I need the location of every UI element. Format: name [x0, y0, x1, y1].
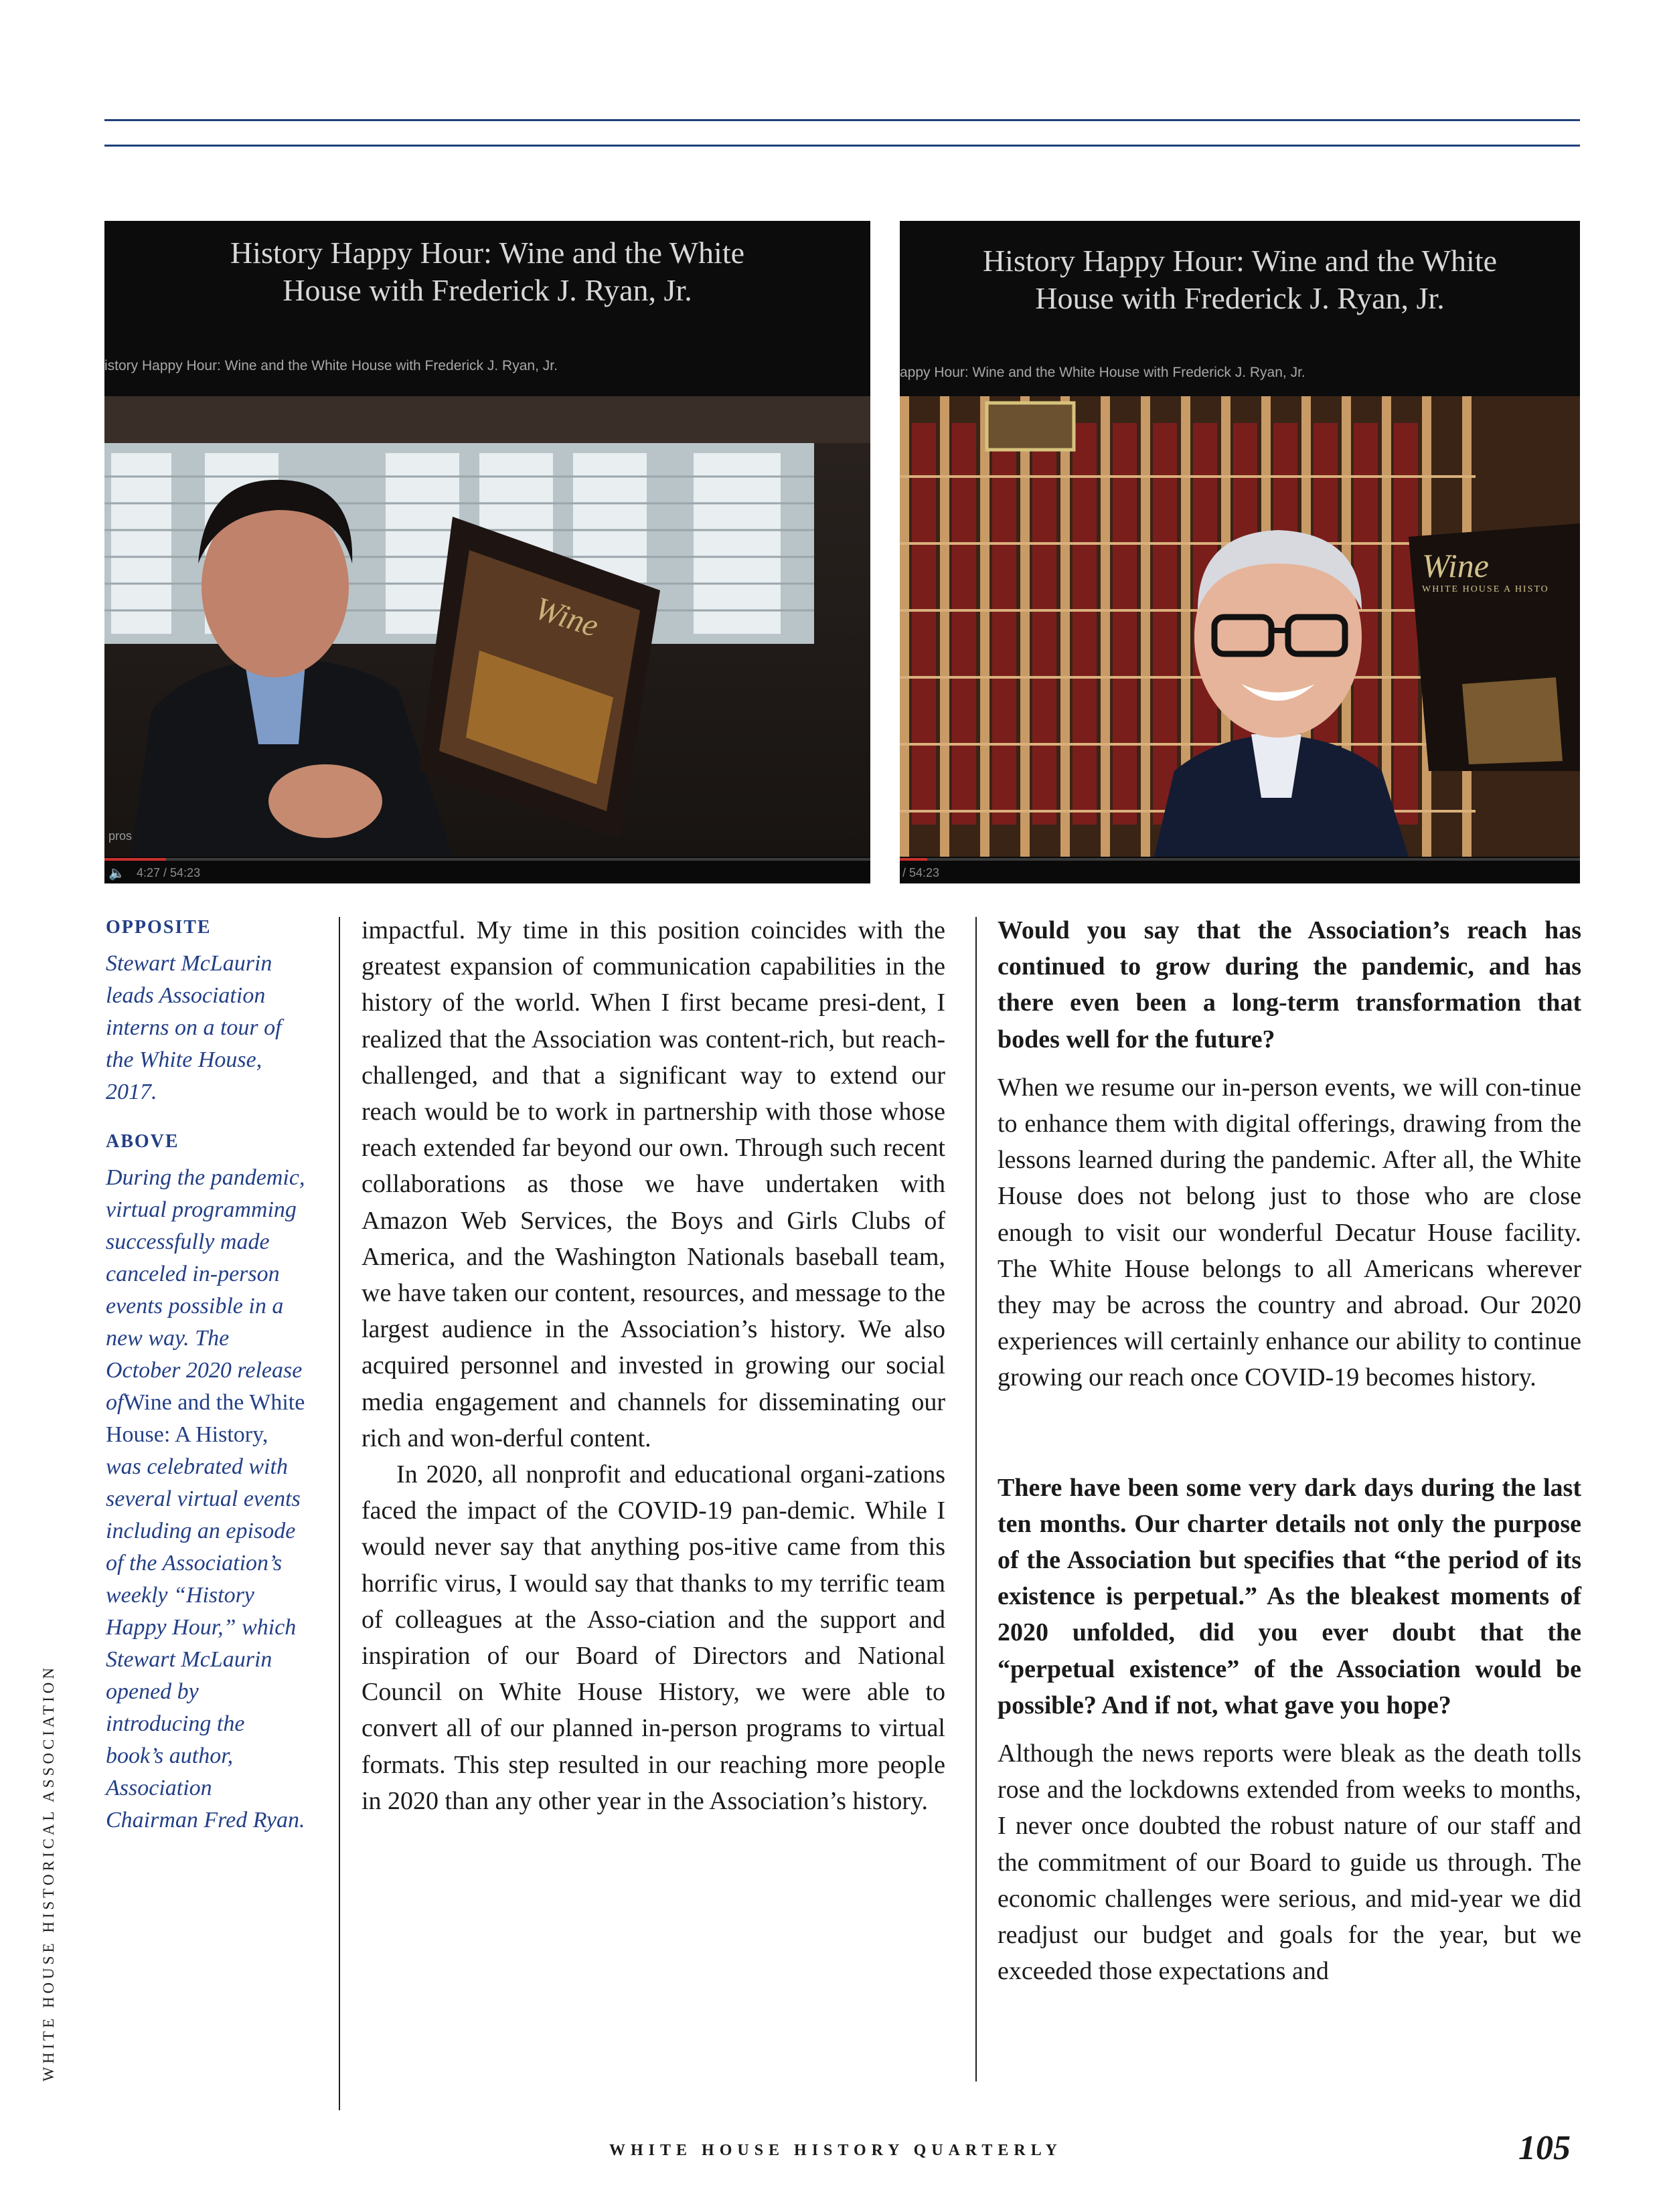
caption-text-above: [106, 1162, 307, 1837]
video-still-host-with-book: [104, 396, 870, 857]
interview-answer: When we resume our in-person events, we will con-tinue to enhance them with digital offerings, drawing from the lessons learned during the pandemic. After all, the White House does not belong just to those who are close enough to visit our wonderful Decatur House facility. The White House belongs to all Americans wherever they may be across the country and abroad. Our 2020 experiences will certainly enhance our ability to continue growing our reach once COVID-19 becomes history.: [998, 1073, 1581, 1392]
interview-question: There have been some very dark days during the last ten months. Our charter details not only the purpose of the Association but specifies that “the period of its existence is perpetual.” As the bleakest moments of 2020 unfolded, did you ever doubt that the “perpetual existence” of the Association would be possible? And if not, what gave you hope?: [998, 1473, 1581, 1719]
interview-question: Would you say that the Association’s reach has continued to grow during the pandemic, and has there even been a long-term transformation that bodes well for the future?: [998, 916, 1581, 1053]
column-divider: [975, 917, 977, 2081]
video-still-author-wine-cellar: [900, 396, 1580, 857]
body-column-right: [998, 912, 1581, 1989]
photo-title-line: History Happy Hour: Wine and the White: [982, 244, 1498, 278]
book-cover-text: [1422, 547, 1576, 595]
caption-book-title: Wine and the White House: A History,: [106, 1390, 305, 1447]
video-subtitle: istory Happy Hour: Wine and the White House with Frederick J. Ryan, Jr.: [104, 358, 558, 373]
photo-title: [104, 234, 870, 309]
photo-title: [900, 242, 1580, 317]
caption-text-opposite: Stewart McLaurin leads Association interns on a tour of the White House, 2017.: [106, 951, 282, 1104]
side-running-head: WHITE HOUSE HISTORICAL ASSOCIATION: [40, 1665, 57, 2081]
photo-left: [104, 221, 870, 883]
caption-label-opposite: OPPOSITE: [106, 917, 212, 938]
caption-text-part: was celebrated with several virtual events including an episode of the Association’s weekly “History Happy Hour,” which Stewart McLaurin opened by introducing the book’s author, Association Chairman Fred Ryan.: [106, 1454, 305, 1833]
photo-title-line: History Happy Hour: Wine and the White: [230, 236, 745, 270]
top-rule: [104, 119, 1580, 121]
column-divider: [339, 917, 340, 2110]
top-rule-second: [104, 145, 1580, 147]
progress-fill: [900, 858, 927, 861]
player-time: 4:27 / 54:23: [137, 866, 201, 879]
caption-label-above: ABOVE: [106, 1131, 179, 1152]
photo-title-line: House with Frederick J. Ryan, Jr.: [1035, 281, 1445, 315]
progress-track[interactable]: [104, 858, 870, 861]
interview-answer: Although the news reports were bleak as the death tolls rose and the lockdowns extended from weeks to months, I never once doubted the robust nature of our staff and the commitment of our Board to guide us through. The economic challenges were serious, and mid-year we did readjust our budget and goals for the year, but we exceeded those expectations and: [998, 1739, 1581, 1986]
photo-caption: [106, 917, 307, 1859]
volume-icon[interactable]: 🔈: [108, 866, 125, 881]
body-column-middle: [362, 912, 945, 1819]
page-number: 105: [1518, 2129, 1571, 2167]
book-title: Wine: [1422, 547, 1489, 584]
video-frame: [900, 396, 1580, 857]
video-subtitle: appy Hour: Wine and the White House with Frederick J. Ryan, Jr.: [900, 365, 1305, 380]
caption-text-part: During the pandemic, virtual programming successfully made canceled in-person events possible in a new way. The October 2020 release of: [106, 1165, 305, 1415]
photo-right: [900, 221, 1580, 883]
svg-text:Wine: Wine: [530, 590, 603, 645]
body-paragraph: impactful. My time in this position coincides with the greatest expansion of communication capabilities in the history of the world. When I first became presi-dent, I realized that the Association was content-rich, but reach-challenged, and that a significant way to extend our reach would be to work in partnership with those whose reach extended far beyond our own. Through such recent collaborations as those we have undertaken with Amazon Web Services, the Boys and Girls Clubs of America, and the Washington Nationals baseball team, we have taken our content, resources, and message to the largest audience in the Association’s history. We also acquired personnel and invested in growing our social media engagement and channels for disseminating our rich and won-derful content.: [362, 916, 945, 1452]
video-frame: [104, 396, 870, 857]
progress-fill: [104, 858, 166, 861]
video-corner-text: pros: [108, 829, 133, 843]
book-subtitle: WHITE HOUSE A HISTO: [1422, 584, 1549, 594]
footer-publication-title: WHITE HOUSE HISTORY QUARTERLY: [609, 2142, 1062, 2159]
player-time: / 54:23: [902, 866, 940, 879]
video-controls: [900, 857, 1580, 883]
progress-track[interactable]: [900, 858, 1580, 861]
video-controls: [104, 857, 870, 883]
body-paragraph: In 2020, all nonprofit and educational organi-zations faced the impact of the COVID-19 pan-demic. While I would never say that anything pos-itive came from this horrific virus, I would say that thanks to my terrific team of colleagues at the Asso-ciation and the support and inspiration of our Board of Directors and National Council on White House History, we were able to convert all of our planned in-person programs to virtual formats. This step resulted in our reaching more people in 2020 than any other year in the Association’s history.: [362, 1460, 945, 1815]
photo-title-line: House with Frederick J. Ryan, Jr.: [283, 273, 692, 307]
